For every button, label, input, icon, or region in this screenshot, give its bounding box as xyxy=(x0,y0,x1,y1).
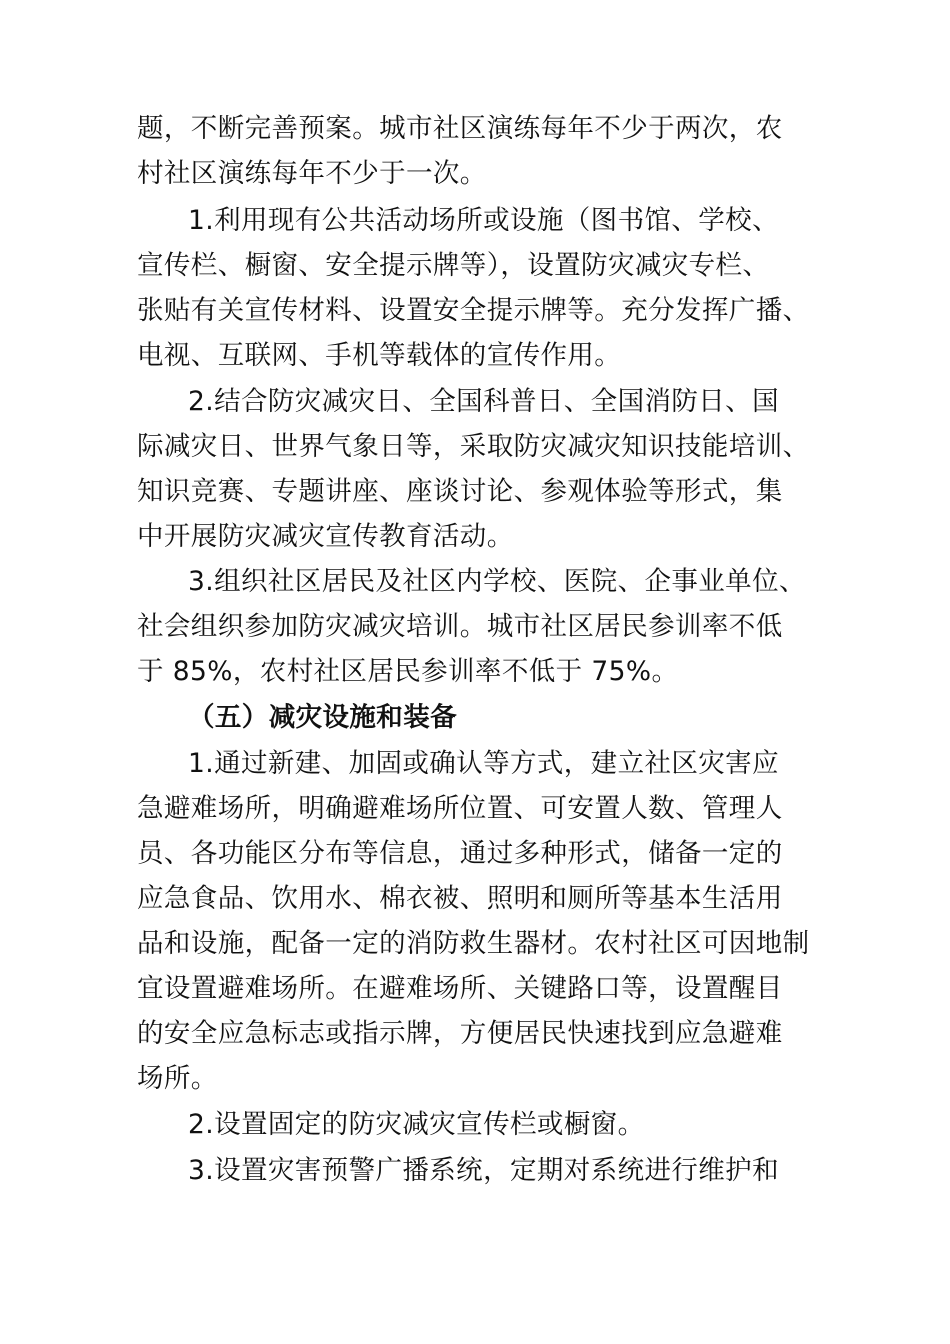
body-text-line: 宣传栏、橱窗、安全提示牌等），设置防灾减灾专栏、 xyxy=(137,250,770,281)
body-text-line: 知识竞赛、专题讲座、座谈讨论、参观体验等形式，集 xyxy=(137,476,783,507)
list-item-line: 2.设置固定的防灾减灾宣传栏或橱窗。 xyxy=(188,1109,645,1140)
body-text-line: 于 85%，农村社区居民参训率不低于 75%。 xyxy=(137,656,679,687)
body-text-line: 的安全应急标志或指示牌，方便居民快速找到应急避难 xyxy=(137,1018,783,1049)
section-heading: （五）减灾设施和装备 xyxy=(188,702,457,733)
body-text-line: 应急食品、饮用水、棉衣被、照明和厕所等基本生活用 xyxy=(137,883,783,914)
body-text-line: 品和设施，配备一定的消防救生器材。农村社区可因地制 xyxy=(137,928,810,959)
body-text-line: 中开展防灾减灾宣传教育活动。 xyxy=(137,521,514,552)
body-text-line: 村社区演练每年不少于一次。 xyxy=(137,158,487,189)
body-text-line: 宜设置避难场所。在避难场所、关键路口等，设置醒目 xyxy=(137,973,783,1004)
list-item-line: 2.结合防灾减灾日、全国科普日、全国消防日、国 xyxy=(188,386,779,417)
body-text-line: 社会组织参加防灾减灾培训。城市社区居民参训率不低 xyxy=(137,611,783,642)
body-text-line: 际减灾日、世界气象日等，采取防灾减灾知识技能培训、 xyxy=(137,431,810,462)
body-text-line: 急避难场所，明确避难场所位置、可安置人数、管理人 xyxy=(137,793,783,824)
body-text-line: 场所。 xyxy=(137,1063,218,1094)
list-item-line: 3.设置灾害预警广播系统，定期对系统进行维护和 xyxy=(188,1155,779,1186)
body-text-line: 员、各功能区分布等信息，通过多种形式，储备一定的 xyxy=(137,838,783,869)
list-item-line: 1.通过新建、加固或确认等方式，建立社区灾害应 xyxy=(188,748,779,779)
list-item-line: 1.利用现有公共活动场所或设施（图书馆、学校、 xyxy=(188,205,779,236)
body-text-line: 题，不断完善预案。城市社区演练每年不少于两次，农 xyxy=(137,113,783,144)
body-text-line: 张贴有关宣传材料、设置安全提示牌等。充分发挥广播、 xyxy=(137,295,810,326)
body-text-line: 电视、互联网、手机等载体的宣传作用。 xyxy=(137,340,622,371)
list-item-line: 3.组织社区居民及社区内学校、医院、企事业单位、 xyxy=(188,566,806,597)
